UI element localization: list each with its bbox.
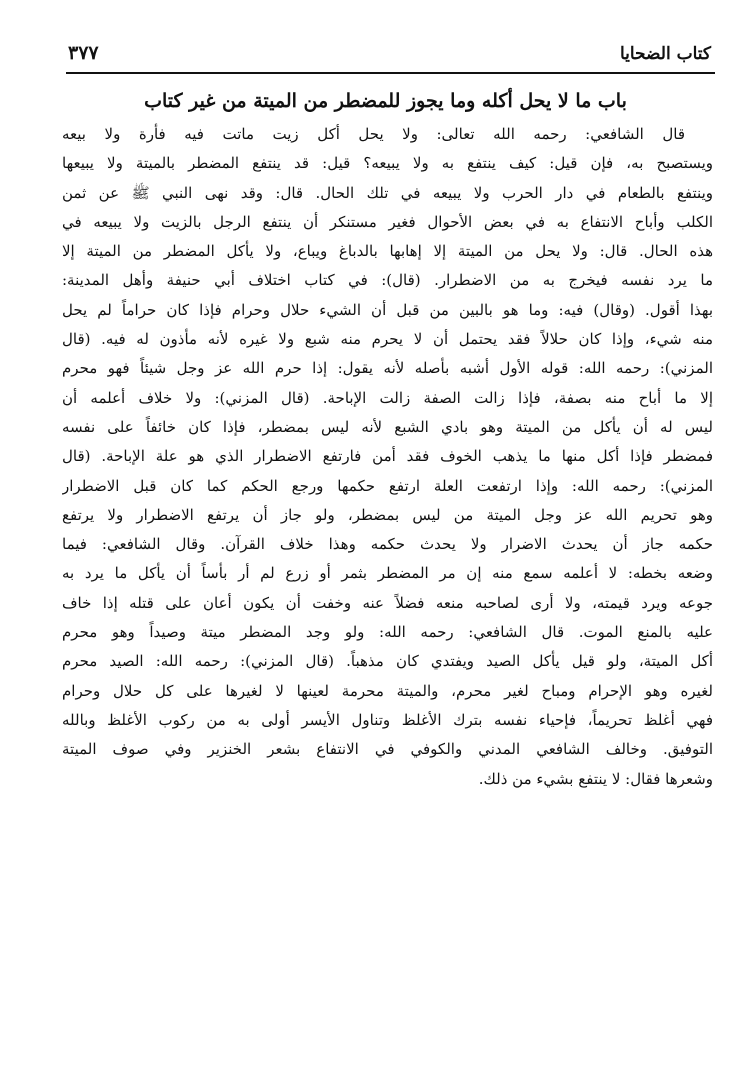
text-line: منه شيء، وإذا كان حلالاً فقد يحتمل أن لا يحرم منه شبع ولا غيره لأنه مأذون له فيه. (قال — [62, 330, 713, 349]
text-line: أكل الميتة، ولو قيل يأكل الصيد ويفتدي كان مذهباً. (قال المزني): رحمه الله: الصيد محرم — [62, 652, 713, 671]
text-line: ما يرد نفسه فيخرج به من الاضطرار. (قال): في كتاب اختلاف أبي حنيفة وأهل المدينة: — [62, 271, 713, 290]
text-line: وينتفع بالطعام في دار الحرب ولا يبيعه في تلك الحال. قال: وقد نهى النبي ﷺ عن ثمن — [62, 183, 713, 202]
text-line: التوفيق. وخالف الشافعي المدني والكوفي في الانتفاع بشعر الخنزير وفي صوف الميتة — [62, 740, 713, 759]
header-rule — [66, 72, 715, 74]
text-line: فهي أغلظ تحريماً، فإحياء نفسه بترك الأغلظ وتناول الأيسر أولى به من ركوب الأغلظ وبالله — [62, 710, 713, 729]
book-title: كتاب الضحايا — [619, 44, 711, 64]
text-line: حكمه جاز أن يحدث الاضرار ولا يحدث حكمه وهذا خلاف القرآن. وقال الشافعي: فيما — [62, 535, 713, 554]
text-line: وضعه بخطه: لا أعلمه سمع منه إن مر المضطر بثمر أو زرع لم أر بأساً أن يأكل ما يرد به — [62, 564, 713, 583]
text-line: قال الشافعي: رحمه الله تعالى: ولا يحل أكل زيت ماتت فيه فأرة ولا بيعه — [62, 125, 685, 143]
page-number: ٣٧٧ — [68, 42, 99, 64]
text-line: لغيره وهو الإحرام ومباح لغير محرم، والميتة محرمة لعينها لا لغيرها على كل حلال وحرام — [62, 681, 713, 700]
text-line: ليس له أن يأكل من الميتة وهو بادي الشبع لأنه ليس بمضطر، فإذا كان خائفاً على نفسه — [62, 417, 713, 436]
text-line: وشعرها فقال: لا ينتفع بشيء من ذلك. — [478, 769, 713, 788]
text-line: المزني): رحمه الله: وإذا ارتفعت العلة ارتفع حكمها ورجع الحكم كما كان قبل الاضطرار — [62, 476, 713, 495]
body-text — [62, 120, 713, 794]
text-line: إلا ما أباح منه بصفة، فإذا زالت الصفة زالت الإباحة. (قال المزني): ولا خلاف أعلمه أن — [62, 388, 713, 407]
text-line: وهو تحريم الله عز وجل الميتة من ليس بمضطر، ولو جاز أن يرتفع الاضطرار ولا يرتفع — [62, 505, 713, 524]
running-header — [68, 34, 711, 64]
text-line: الكلب وأباح الانتفاع به في بعض الأحوال فغير مستنكر أن ينتفع الرجل بالزيت ولا يبيعه في — [62, 212, 713, 231]
text-line: جوعه ويرد قيمته، ولا أرى لصاحبه منعه فضلاً عنه وخفت أن يكون أعان على قتله إذا خاف — [62, 593, 713, 612]
text-line: عليه بالمنع الموت. قال الشافعي: رحمه الله: ولو وجد المضطر ميتة وصيداً وهو محرم — [62, 623, 713, 642]
text-line: المزني): رحمه الله: قوله الأول أشبه بأصله لأنه يقول: إذا حرم الله عز وجل شيئاً فهو محرم — [62, 359, 713, 378]
text-line: هذه الحال. قال: ولا يحل من الميتة إلا إهابها بالدباغ ويباع، ولا يأكل المضطر من الميتة إلا — [62, 242, 713, 261]
text-line: ويستصبح به، فإن قيل: كيف ينتفع به ولا يبيعه؟ قيل: قد ينتفع المضطر بالميتة ولا يبيعها — [62, 154, 713, 173]
text-line: فمضطر فإذا أكل منها ما يذهب الخوف فقد أمن فارتفع الاضطرار الذي هو علة الإباحة. (قال — [62, 447, 713, 466]
text-line: بهذا أقول. (وقال) فيه: وما هو بالبين من قبل أن الشيء حلال وحرام فإذا كان حراماً لم يحل — [62, 300, 713, 319]
chapter-heading: باب ما لا يحل أكله وما يجوز للمضطر من الميتة من غير كتاب — [144, 90, 627, 112]
